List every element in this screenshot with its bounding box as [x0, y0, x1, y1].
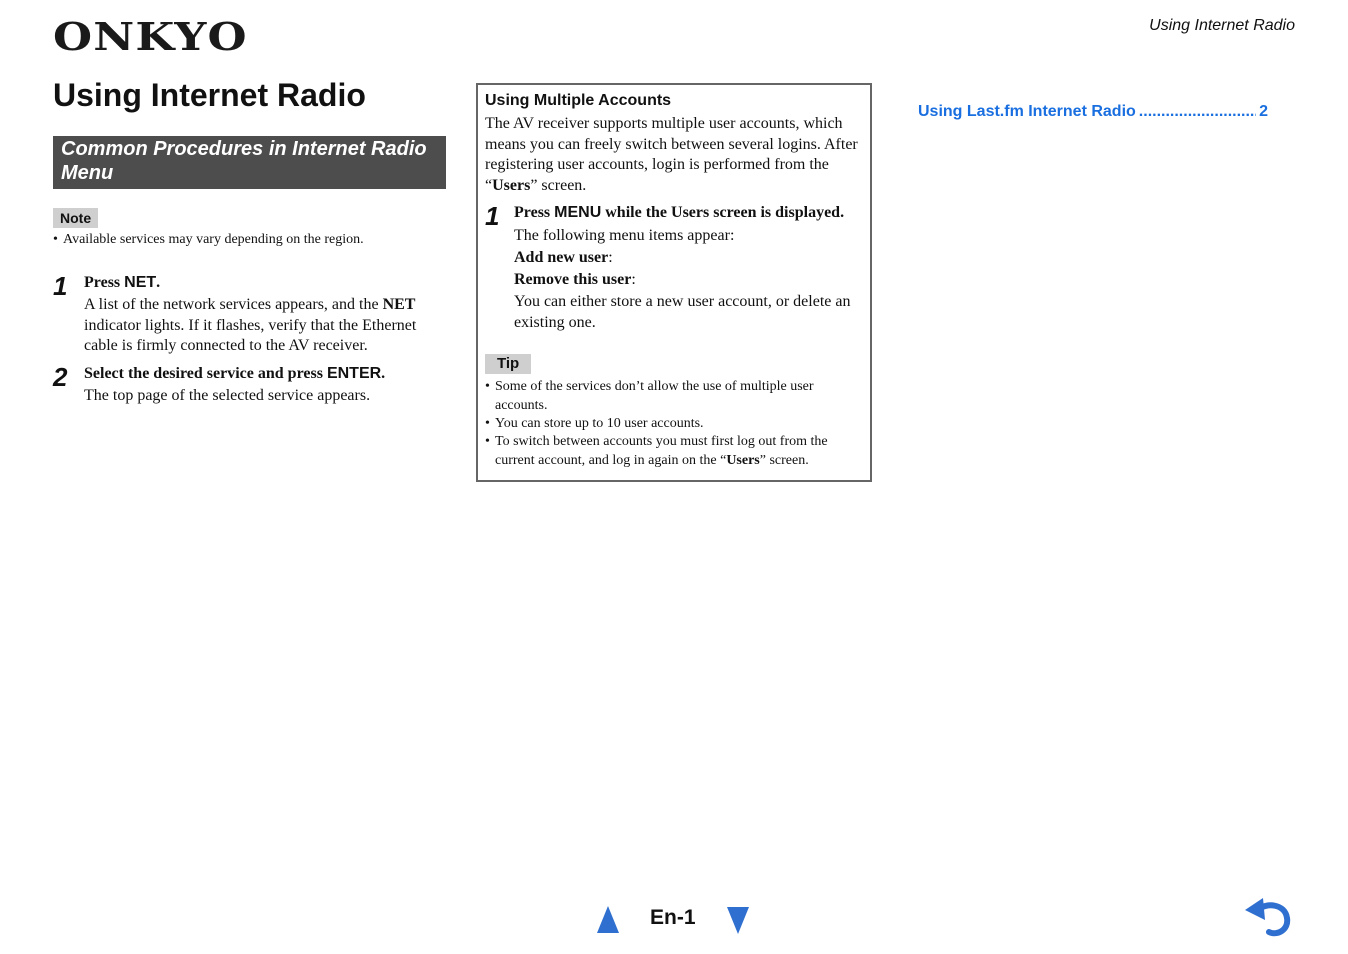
menu-option-remove-user — [514, 270, 859, 291]
tip-3-post: ” screen. — [759, 452, 809, 468]
page-title: Using Internet Radio — [53, 77, 366, 113]
bullet-dot: • — [485, 379, 490, 394]
step-1-key: NET — [124, 274, 157, 291]
step-1-number: 1 — [53, 271, 68, 301]
tip-text-3 — [485, 433, 860, 470]
tip-text-1: Some of the services don’t allow the use of multiple user accounts. — [495, 379, 814, 413]
step-2-heading-pre: Select the desired service and press — [84, 365, 327, 382]
box-step-1-number: 1 — [485, 201, 500, 231]
box-intro-pre: The AV receiver supports multiple user accounts, which means you can freely switch between several logins. After registering user accounts, login is performed from the “ — [485, 115, 858, 194]
bullet-dot: • — [53, 232, 58, 247]
box-step-heading-post: while the Users screen is displayed. — [601, 204, 845, 221]
tip-bullet — [485, 433, 860, 470]
tip-bullet — [485, 415, 860, 434]
onkyo-logo: ONKYO — [53, 14, 248, 59]
bullet-dot: • — [485, 434, 490, 449]
step-2-body: The top page of the selected service appears. — [84, 387, 371, 404]
step-1-heading-pre: Press — [84, 274, 125, 291]
option-add-label: Add new user — [514, 249, 609, 266]
note-bullet — [53, 231, 433, 250]
note-label: Note — [53, 208, 98, 228]
header-section-title: Using Internet Radio — [1149, 17, 1295, 34]
step-1-heading — [84, 273, 160, 293]
box-intro-bold: Users — [492, 176, 531, 194]
option-add-colon: : — [608, 249, 613, 266]
box-step-key: MENU — [554, 204, 602, 221]
tip-bullet — [485, 378, 860, 415]
step-1-heading-post: . — [156, 274, 161, 291]
return-arrow-icon[interactable] — [1243, 896, 1293, 938]
box-step-1-heading — [514, 203, 844, 223]
box-intro — [485, 114, 865, 196]
step-2-heading-post: . — [381, 365, 386, 382]
box-step-body-2: You can either store a new user account, or delete an existing one. — [514, 293, 851, 331]
step-2-number: 2 — [53, 362, 68, 392]
tip-label: Tip — [485, 354, 531, 374]
tip-3-bold: Users — [726, 452, 760, 468]
page-number: En-1 — [650, 906, 696, 929]
step-2-heading — [84, 364, 385, 384]
step-1-body-post: indicator lights. If it flashes, verify that the Ethernet cable is firmly connected to the AV receiver. — [84, 316, 417, 354]
option-remove-label: Remove this user — [514, 271, 632, 288]
tip-3-pre: To switch between accounts you must first log out from the current account, and log in again on the “ — [495, 434, 828, 468]
step-1-body-bold: NET — [382, 296, 416, 313]
option-remove-colon: : — [631, 271, 636, 288]
toc-leader-dots — [1139, 102, 1256, 122]
toc-link-page: 2 — [1259, 103, 1268, 120]
down-triangle-icon[interactable] — [727, 907, 749, 934]
step-2-key: ENTER — [326, 365, 382, 382]
box-title: Using Multiple Accounts — [485, 92, 672, 109]
step-1-body-pre: A list of the network services appears, and the — [84, 296, 383, 313]
tip-text-2: You can store up to 10 user accounts. — [495, 416, 704, 431]
menu-option-add-new-user — [514, 248, 859, 269]
box-step-body-1: The following menu items appear: — [514, 227, 735, 244]
toc-link-lastfm[interactable] — [918, 102, 1268, 122]
box-intro-post: ” screen. — [530, 176, 587, 194]
section-banner: Common Procedures in Internet Radio Menu — [53, 136, 446, 189]
up-triangle-icon[interactable] — [597, 906, 619, 933]
step-1-body — [84, 295, 434, 357]
box-step-heading-pre: Press — [514, 204, 555, 221]
note-bullet-text: Available services may vary depending on the region. — [63, 232, 364, 247]
bullet-dot: • — [485, 416, 490, 431]
toc-link-label: Using Last.fm Internet Radio — [918, 103, 1136, 120]
